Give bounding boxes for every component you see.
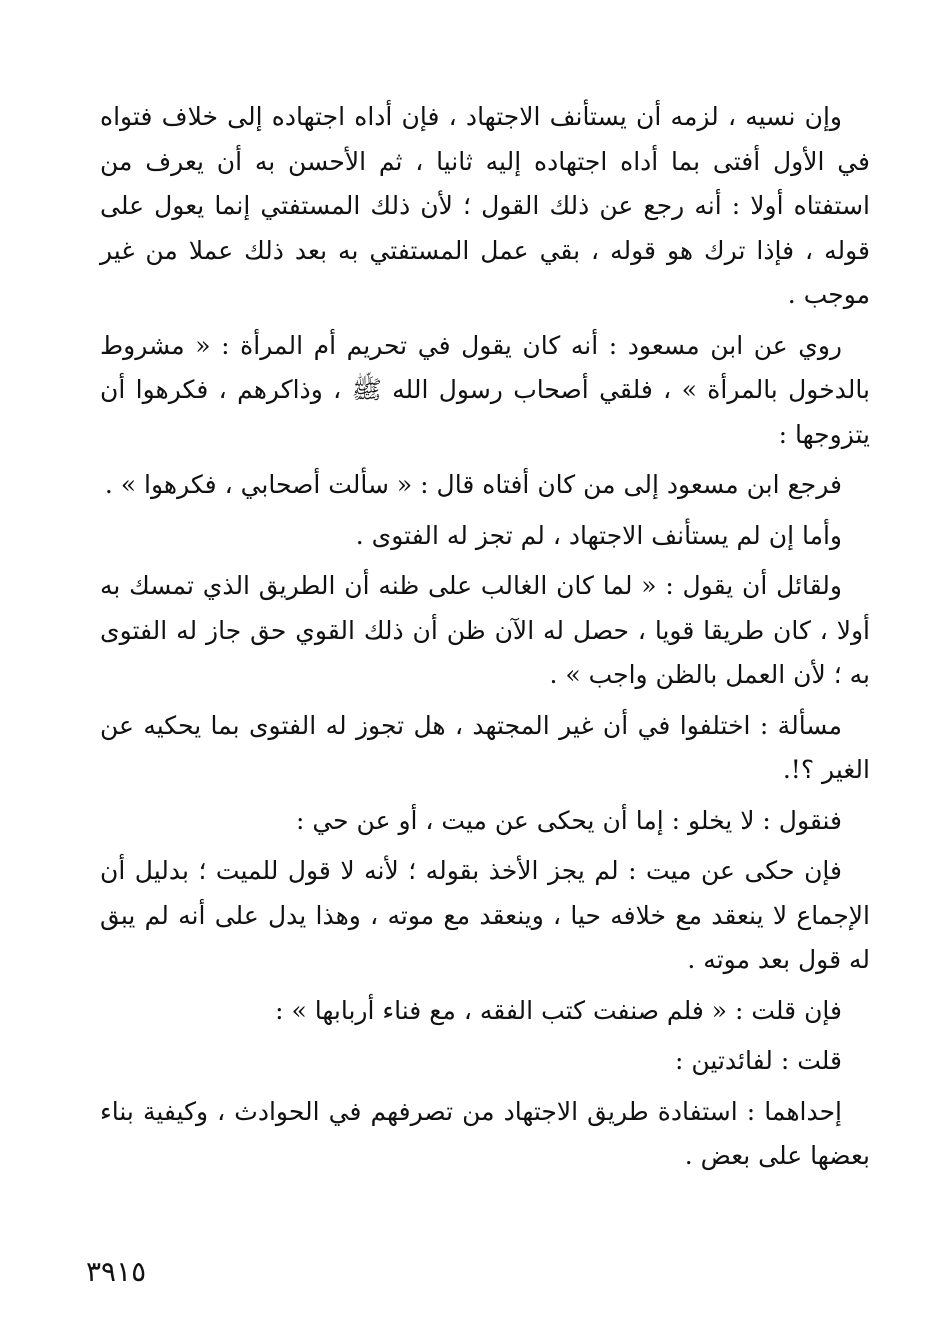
paragraph: ولقائل أن يقول : « لما كان الغالب على ظنه أن الطريق الذي تمسك به أولا ، كان طريقا قويا ، حصل له الآن ظن أن ذلك القوي حق جاز له الفتوى به ؛ لأن العمل بالظن واجب » . — [100, 571, 870, 689]
body-text — [100, 95, 870, 1185]
paragraph: إحداهما : استفادة طريق الاجتهاد من تصرفهم في الحوادث ، وكيفية بناء بعضها على بعض . — [100, 1096, 870, 1170]
paragraph: روي عن ابن مسعود : أنه كان يقول في تحريم أم المرأة : « مشروط بالدخول بالمرأة » ، فلقي أصحاب رسول الله ﷺ ، وذاكرهم ، فكرهوا أن يتزوجها : — [100, 330, 870, 449]
paragraph: قلت : لفائدتين : — [675, 1046, 842, 1075]
paragraph: وأما إن لم يستأنف الاجتهاد ، لم تجز له الفتوى . — [355, 520, 842, 550]
paragraph: فإن حكى عن ميت : لم يجز الأخذ بقوله ؛ لأنه لا قول للميت ؛ بدليل أن الإجماع لا ينعقد مع خلافه حيا ، وينعقد مع موته ، وهذا يدل على أنه لم يبق له قول بعد موته . — [100, 856, 870, 974]
page-number: ٣٩١٥ — [86, 1255, 147, 1288]
paragraph: مسألة : اختلفوا في أن غير المجتهد ، هل تجوز له الفتوى بما يحكيه عن الغير ؟!. — [100, 710, 870, 784]
paragraph: فنقول : لا يخلو : إما أن يحكى عن ميت ، أو عن حي : — [295, 805, 842, 835]
paragraph: فرجع ابن مسعود إلى من كان أفتاه قال : « سألت أصحابي ، فكرهوا » . — [104, 470, 842, 499]
paragraph: وإن نسيه ، لزمه أن يستأنف الاجتهاد ، فإن أداه اجتهاده إلى خلاف فتواه في الأول أفتى بما أداه اجتهاده إليه ثانيا ، ثم الأحسن به أن يعرف من استفتاه أولا : أنه رجع عن ذلك القول ؛ لأن ذلك المستفتي إنما يعول على قوله ، فإذا ترك هو قوله ، بقي عمل المستفتي به بعد ذلك عملا من غير موجب . — [100, 102, 870, 309]
paragraph: فإن قلت : « فلم صنفت كتب الفقه ، مع فناء أربابها » : — [275, 995, 842, 1025]
